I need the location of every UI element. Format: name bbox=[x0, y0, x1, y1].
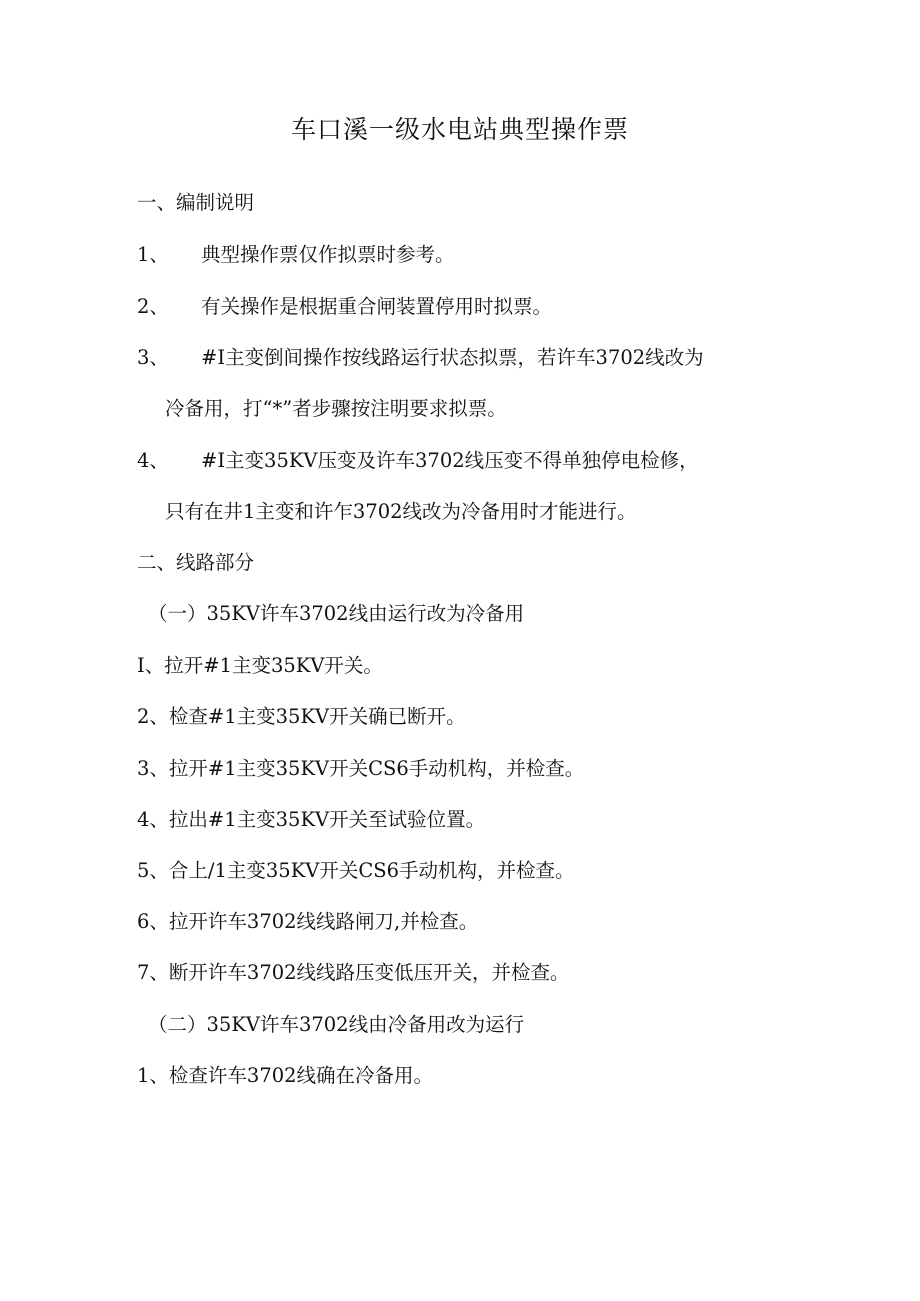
item4-text: #I主变35KV压变及许车3702线压变不得单独停电检修， bbox=[201, 449, 699, 472]
step-item: 2、检查#1主变35KV开关确已断开。 bbox=[137, 705, 466, 728]
item3-number: 3、 bbox=[137, 346, 169, 369]
step-item: 3、拉开#1主变35KV开关CS6手动机构，并检查。 bbox=[137, 757, 585, 780]
item4-continuation: 只有在井1主变和许乍3702线改为冷备用时才能进行。 bbox=[165, 500, 637, 523]
item4-number: 4、 bbox=[137, 449, 169, 472]
item2-text: 有关操作是根据重合闸装置停用时拟票。 bbox=[201, 295, 553, 318]
subsection2-heading: （二）35KV许车3702线由冷备用改为运行 bbox=[148, 1013, 525, 1036]
item1-text: 典型操作票仅作拟票时参考。 bbox=[201, 243, 455, 266]
step-item: 7、断开许车3702线线路压变低压开关，并检查。 bbox=[137, 961, 570, 984]
step-item: 6、拉开许车3702线线路闸刀,并检查。 bbox=[137, 910, 479, 933]
subsection1-heading: （一）35KV许车3702线由运行改为冷备用 bbox=[148, 602, 525, 625]
step-item: 1、检查许车3702线确在冷备用。 bbox=[137, 1064, 434, 1087]
step-item: 4、拉出#1主变35KV开关至试验位置。 bbox=[137, 808, 486, 831]
item3-text: #I主变倒间操作按线路运行状态拟票，若许车3702线改为 bbox=[201, 346, 704, 369]
step-item: 5、合上/1主变35KV开关CS6手动机构，并检查。 bbox=[137, 859, 575, 882]
section1-heading: 一、编制说明 bbox=[137, 191, 255, 214]
item1-number: 1、 bbox=[137, 243, 169, 266]
item3-continuation: 冷备用，打“*”者步骤按注明要求拟票。 bbox=[165, 397, 507, 420]
item2-number: 2、 bbox=[137, 295, 169, 318]
document-title: 车口溪一级水电站典型操作票 bbox=[290, 115, 629, 144]
section2-heading: 二、线路部分 bbox=[137, 551, 255, 574]
step-item: I、拉开#1主变35KV开关。 bbox=[137, 654, 383, 677]
